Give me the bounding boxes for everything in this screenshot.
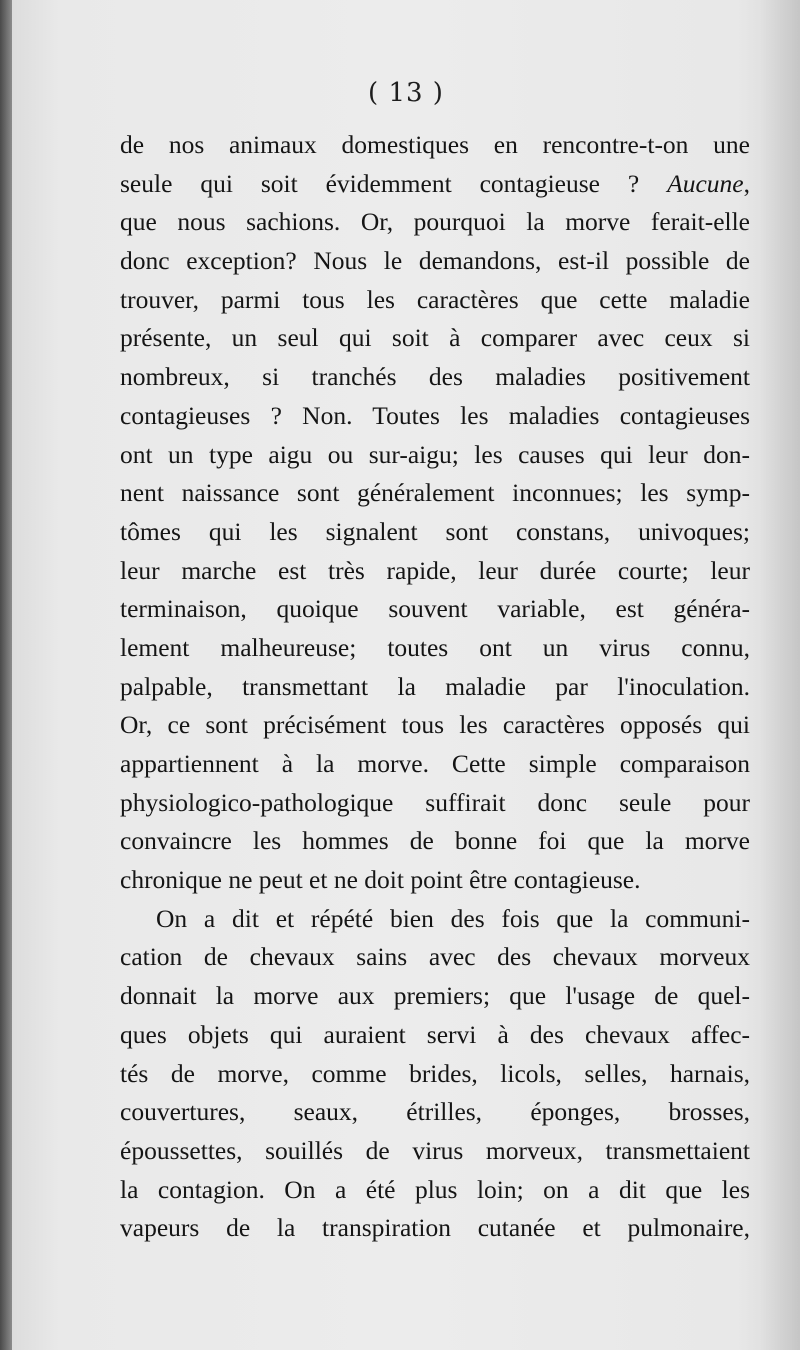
text-line: nent naissance sont généralement inconnues; les symp-	[120, 478, 750, 508]
body-text	[120, 126, 750, 1248]
text-line: ont un type aigu ou sur-aigu; les causes qui leur don-	[120, 439, 750, 469]
text-line: appartiennent à la morve. Cette simple comparaison	[120, 749, 750, 778]
text-line: couvertures, seaux, étrilles, éponges, brosses,	[120, 1097, 750, 1127]
page-binding-edge	[0, 0, 12, 1350]
text-line: la contagion. On a été plus loin; on a dit que les	[120, 1174, 750, 1204]
text-line: leur marche est très rapide, leur durée courte; leur	[120, 555, 750, 585]
text-line: convaincre les hommes de bonne foi que la morve	[120, 826, 750, 856]
text-line: terminaison, quoique souvent variable, est généra-	[120, 594, 750, 624]
text-line: trouver, parmi tous les caractères que cette maladie	[120, 284, 750, 314]
text-line: chronique ne peut et ne doit point être contagieuse.	[120, 865, 641, 895]
text-line: tés de morve, comme brides, licols, selles, harnais,	[120, 1058, 750, 1088]
text-line: physiologico-pathologique suffirait donc seule pour	[120, 787, 750, 817]
text-line: époussettes, souillés de virus morveux, transmettaient	[120, 1135, 750, 1165]
text-line: donc exception? Nous le demandons, est-il possible de	[120, 246, 750, 276]
text-line: nombreux, si tranchés des maladies positivement	[120, 362, 750, 392]
text-line: tômes qui les signalent sont constans, univoques;	[120, 516, 750, 546]
italic-word: Aucune	[667, 168, 744, 198]
page-fold-shadow	[760, 0, 800, 1350]
text-line: présente, un seul qui soit à comparer avec ceux si	[120, 323, 750, 353]
text-line: de nos animaux domestiques en rencontre-t-on une	[120, 130, 750, 159]
book-page	[12, 0, 800, 1350]
text-line: cation de chevaux sains avec des chevaux morveux	[120, 942, 750, 972]
text-line: ques objets qui auraient servi à des chevaux affec-	[120, 1019, 750, 1049]
text-line: palpable, transmettant la maladie par l'inoculation.	[120, 671, 750, 701]
text-line: contagieuses ? Non. Toutes les maladies contagieuses	[120, 400, 750, 430]
text-line: lement malheureuse; toutes ont un virus connu,	[120, 632, 750, 662]
text-line: seule qui soit évidemment contagieuse ? Aucune,	[120, 168, 750, 198]
text-line: Or, ce sont précisément tous les caractères opposés qui	[120, 710, 750, 740]
text-line: vapeurs de la transpiration cutanée et pulmonaire,	[120, 1213, 750, 1243]
text-line: donnait la morve aux premiers; que l'usage de quel-	[120, 981, 750, 1011]
page-number: ( 13 )	[368, 78, 444, 108]
text-line: On a dit et répété bien des fois que la communi-	[156, 903, 750, 933]
text-line: que nous sachions. Or, pourquoi la morve ferait-elle	[120, 207, 750, 237]
